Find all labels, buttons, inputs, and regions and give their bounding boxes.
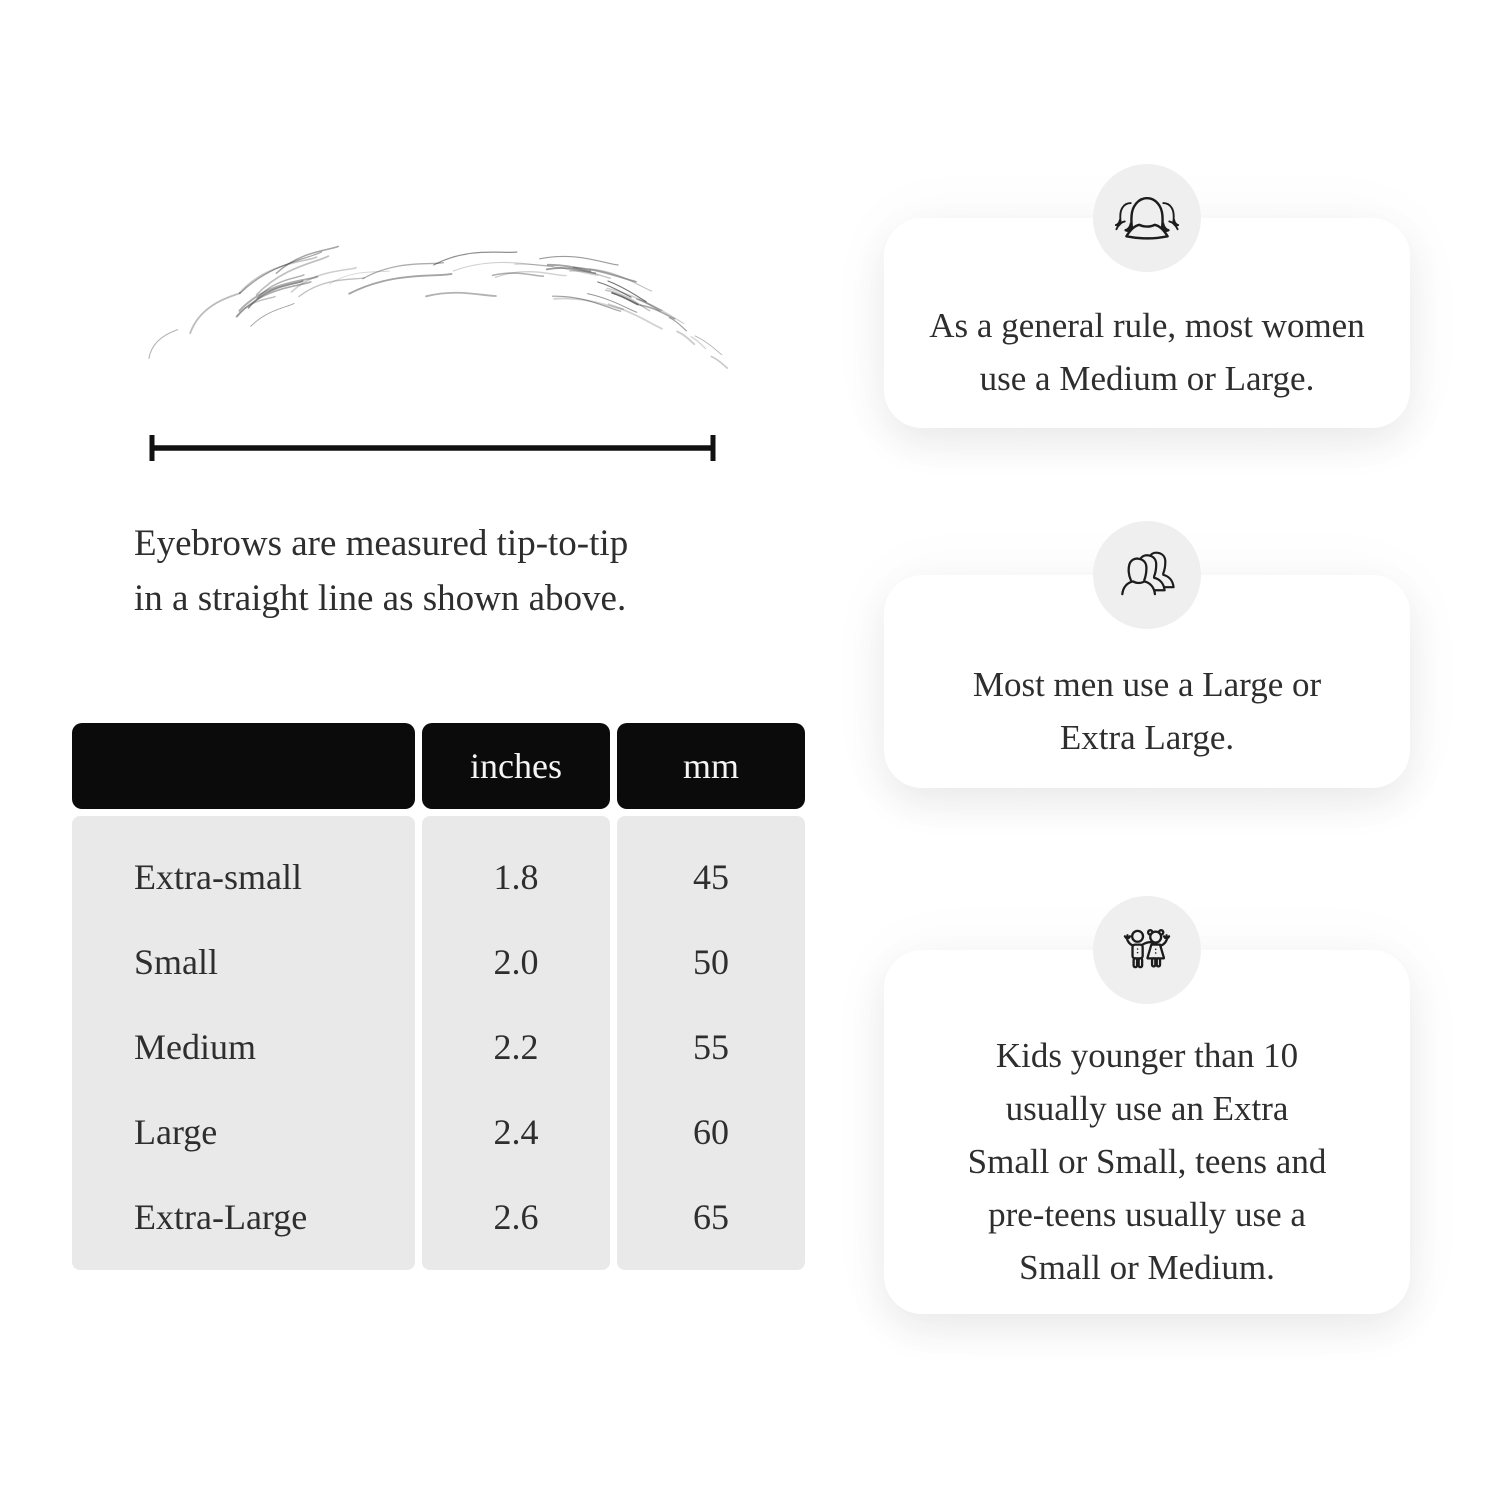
inches-cell: 1.8 <box>493 856 539 897</box>
women-icon-circle <box>1093 164 1201 272</box>
table-row <box>72 834 805 919</box>
size-cell: Large <box>134 1111 218 1152</box>
card-text-line: Extra Large. <box>1059 717 1235 757</box>
table-row <box>72 1004 805 1089</box>
kids-sizing-card <box>884 950 1410 1314</box>
table-row <box>72 919 805 1004</box>
card-text-line: As a general rule, most women <box>929 306 1365 345</box>
mm-cell: 55 <box>693 1026 729 1067</box>
caption-line-1: Eyebrows are measured tip-to-tip <box>134 523 629 564</box>
card-text-line: usually use an Extra <box>1005 1088 1289 1128</box>
women-group-icon <box>1115 188 1179 248</box>
inches-cell: 2.4 <box>493 1111 539 1152</box>
mm-cell: 65 <box>693 1196 729 1237</box>
kids-icon-circle <box>1093 896 1201 1004</box>
mm-cell: 50 <box>693 941 729 982</box>
card-text-line: pre-teens usually use a <box>988 1194 1306 1234</box>
measurement-caption <box>134 516 774 626</box>
card-text-line: use a Medium or Large. <box>979 359 1315 398</box>
card-text-line: Small or Medium. <box>1019 1247 1275 1287</box>
table-header-mm: mm <box>617 723 805 809</box>
men-icon-circle <box>1093 521 1201 629</box>
table-row <box>72 1089 805 1174</box>
mm-cell: 45 <box>693 856 729 897</box>
measurement-line <box>145 430 720 466</box>
inches-cell: 2.6 <box>493 1196 539 1237</box>
size-cell: Extra-small <box>134 856 302 897</box>
size-cell: Small <box>134 941 219 982</box>
card-text-line: Most men use a Large or <box>972 664 1322 704</box>
kids-icon <box>1115 920 1179 980</box>
table-rows <box>72 834 805 1259</box>
kids-sizing-text <box>884 950 1410 1314</box>
men-group-icon <box>1115 545 1179 605</box>
table-row <box>72 1174 805 1259</box>
inches-cell: 2.0 <box>493 941 539 982</box>
table-header-inches: inches <box>422 723 610 809</box>
card-text-line: Small or Small, teens and <box>967 1141 1327 1181</box>
size-cell: Medium <box>134 1026 256 1067</box>
card-text-line: Kids younger than 10 <box>995 1035 1299 1075</box>
size-cell: Extra-Large <box>134 1196 308 1237</box>
mm-cell: 60 <box>693 1111 729 1152</box>
table-header-size <box>72 723 415 809</box>
eyebrow-illustration <box>105 233 765 421</box>
inches-cell: 2.2 <box>493 1026 539 1067</box>
caption-line-2: in a straight line as shown above. <box>134 578 627 619</box>
